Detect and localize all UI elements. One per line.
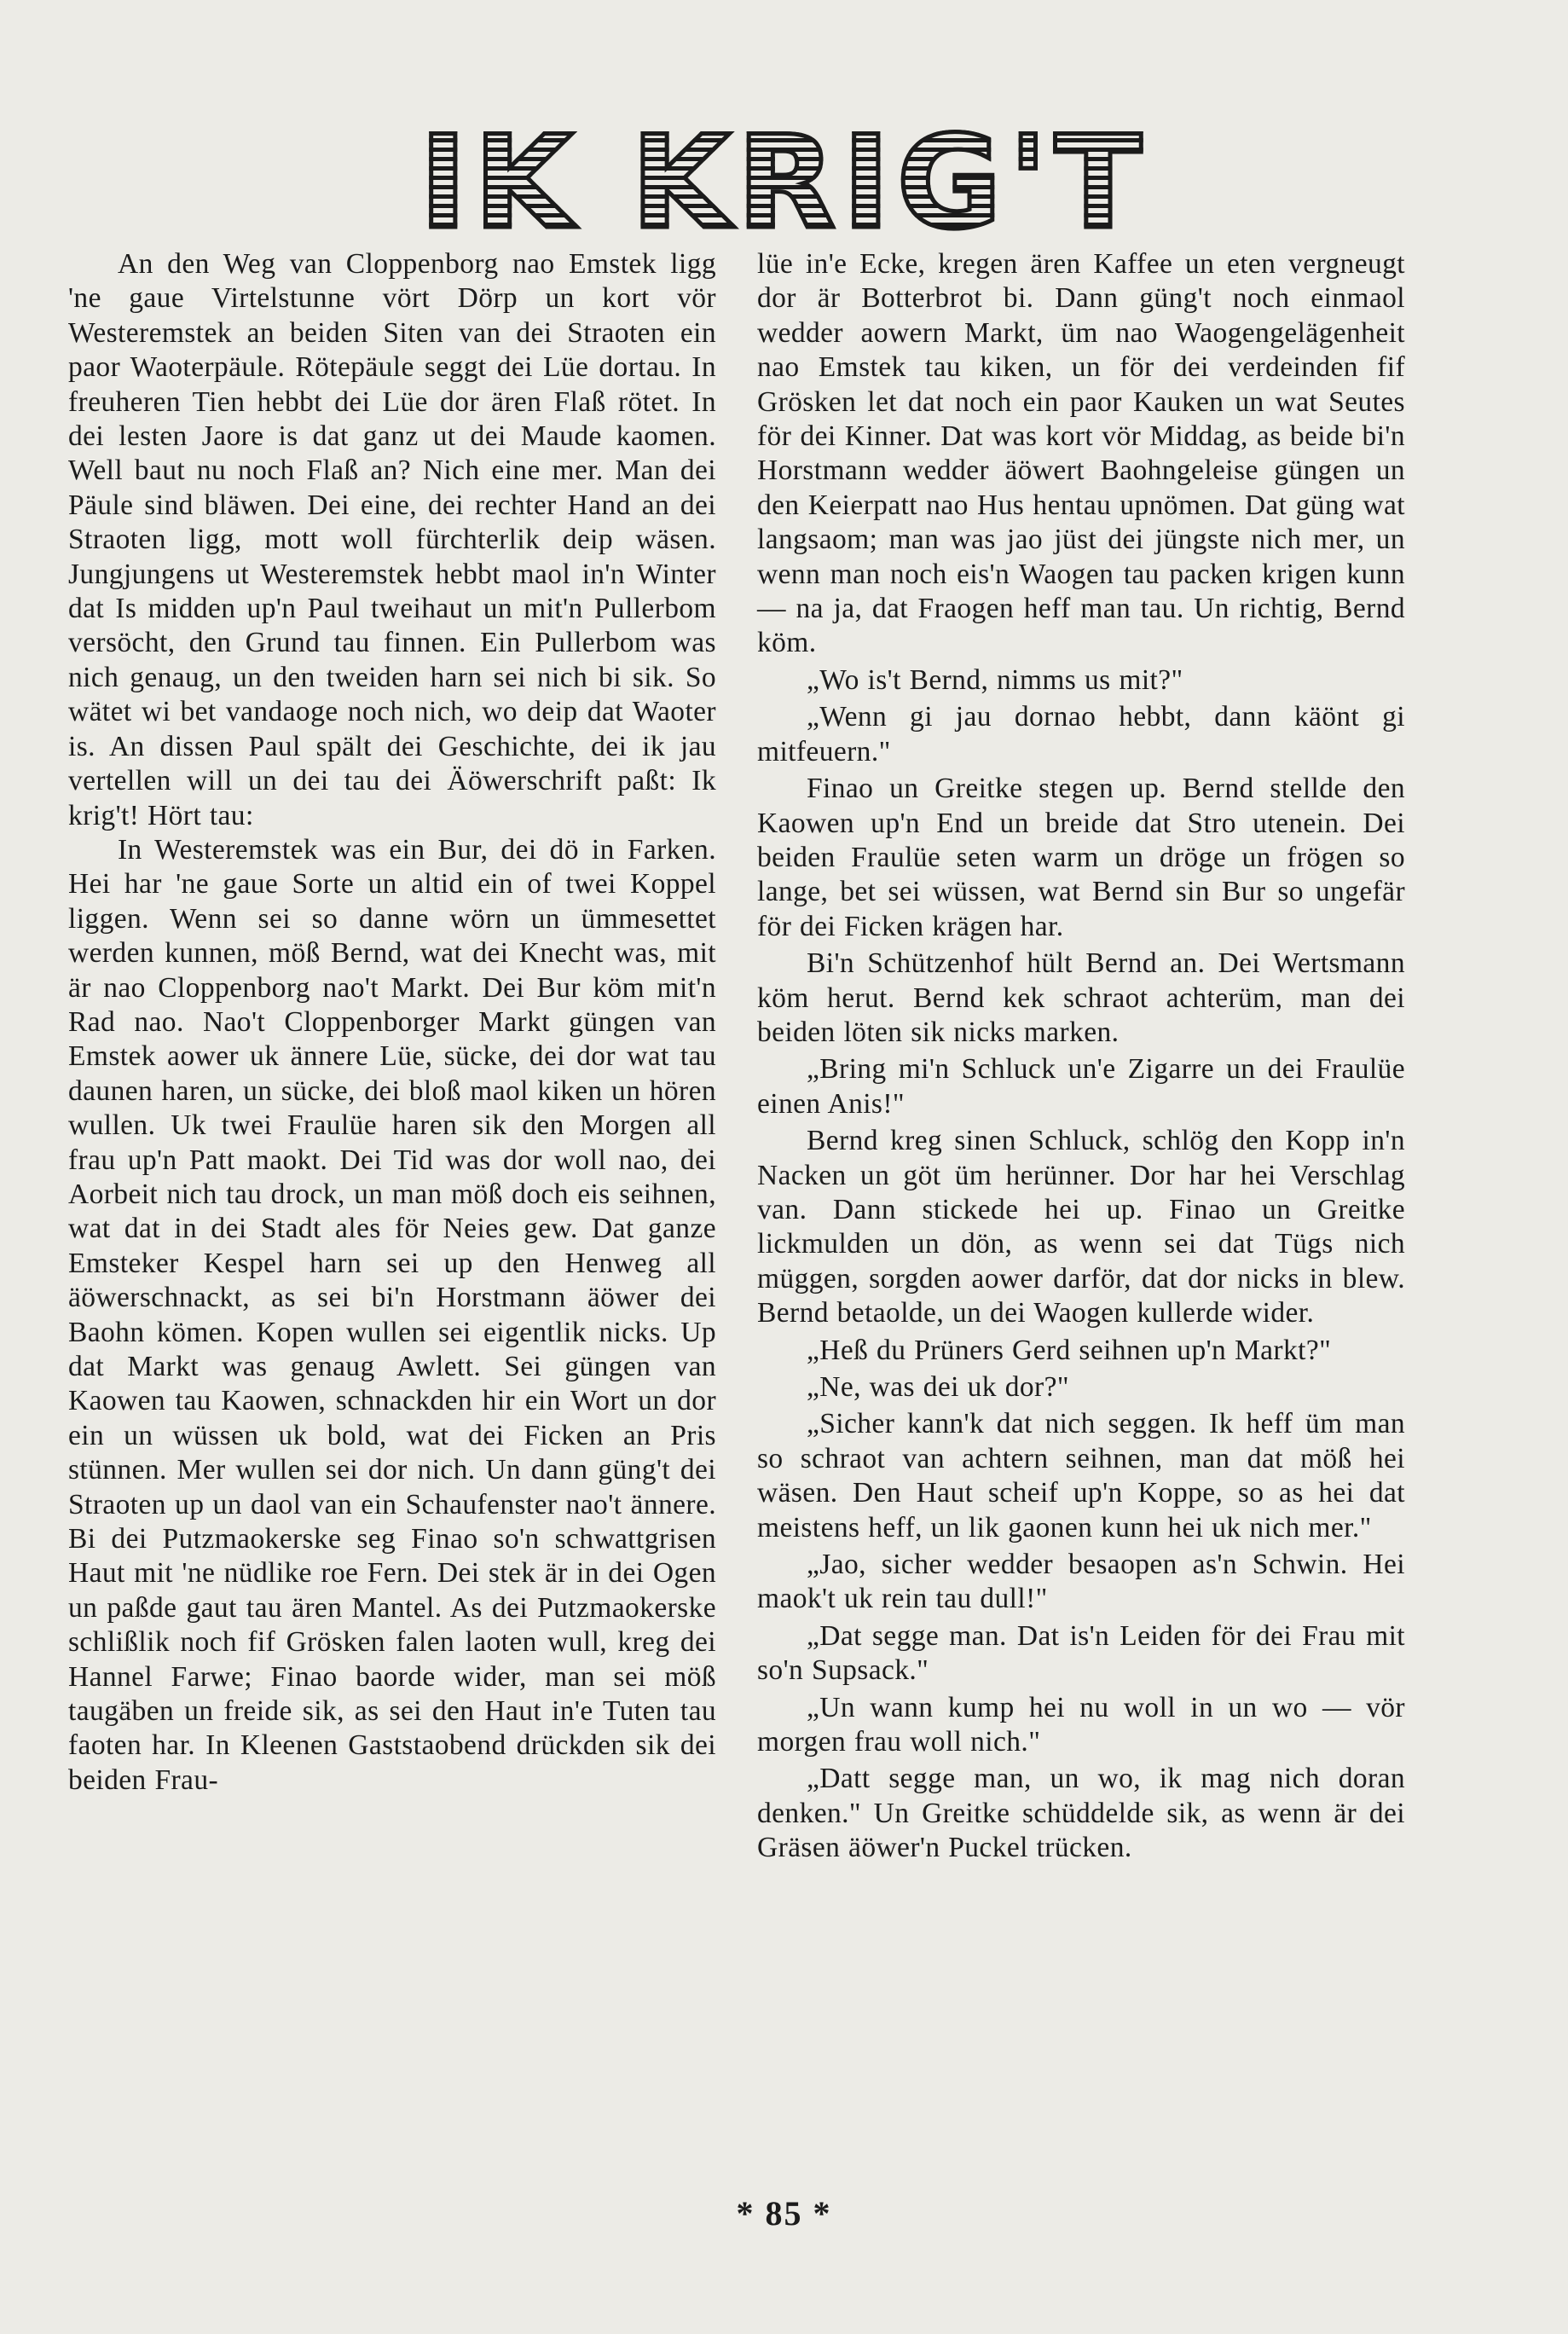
dialogue-line: „Heß du Prüners Gerd seihnen up'n Markt?"	[807, 1334, 1332, 1366]
dialogue-line: „Un wann kump hei nu woll in un wo — vör morgen frau woll nich."	[757, 1691, 1405, 1758]
dialogue-line: „Jao, sicher wedder besaopen as'n Schwin. Hei maok't uk rein tau dull!"	[757, 1549, 1405, 1615]
paragraph: Finao un Greitke stegen up. Bernd stellde den Kaowen up'n End un breide dat Stro utenein. Dei beiden Fraulüe seten warm un dröge un frögen so lange, bet sei wüssen, wat Bernd sin Bur so ungefär för dei Ficken krägen har.	[757, 773, 1405, 942]
dialogue-line: „Wenn gi jau dornao hebbt, dann käönt gi mitfeuern."	[757, 701, 1405, 767]
page-number: * 85 *	[736, 2194, 832, 2233]
dialogue-line: „Datt segge man, un wo, ik mag nich doran denken." Un Greitke schüddelde sik, as wenn är dei Gräsen äöwer'n Puckel trücken.	[757, 1763, 1405, 1864]
dialogue-line: „Wo is't Bernd, nimms us mit?"	[807, 663, 1183, 696]
right-text-column	[757, 247, 1405, 1866]
paragraph: Bi'n Schützenhof hült Bernd an. Dei Wertsmann köm herut. Bernd kek schraot achterüm, man dei beiden löten sik nicks marken.	[757, 947, 1405, 1048]
paragraph: An den Weg van Cloppenborg nao Emstek ligg 'ne gaue Virtelstunne vört Dörp un kort vör Westeremstek an beiden Siten van dei Straoten ein paor Waoterpäule. Rötepäule seggt dei Lüe dortau. In freuheren Tien hebbt dei Lüe dor ären Flaß rötet. In dei lesten Jaore is dat ganz ut dei Maude kaomen. Well baut nu noch Flaß an? Nich eine mer. Man dei Päule sind bläwen. Dei eine, dei rechter Hand an dei Straoten ligg, mott woll fürchterlik deip wäsen. Jungjungens ut Westeremstek hebbt maol in'n Winter dat Is midden up'n Paul tweihaut un mit'n Pullerbom versöcht, den Grund tau finnen. Ein Pullerbom was nich genaug, un den tweiden harn sei nich bi sik. So wätet wi bet vandaoge noch nich, wo deip dat Waoter is. An dissen Paul spält dei Geschichte, dei ik jau vertellen will un dei tau dei Äöwerschrift paßt: Ik krig't! Hört tau:	[68, 248, 716, 831]
dialogue-line: „Dat segge man. Dat is'n Leiden för dei Frau mit so'n Supsack."	[757, 1619, 1405, 1687]
dialogue-line: „Ne, was dei uk dor?"	[807, 1371, 1069, 1403]
story-title: IK KRIG'T	[0, 119, 1568, 247]
left-text-column	[68, 247, 716, 1798]
dialogue-line: „Bring mi'n Schluck un'e Zigarre un dei Fraulüe einen Anis!"	[757, 1053, 1405, 1120]
dialogue-line: „Sicher kann'k dat nich seggen. Ik heff üm man so schraot van achtern seihnen, man dat möß hei wäsen. Den Haut scheif up'n Koppe, so as hei dat meistens heff, un lik gaonen kunn hei uk nich mer."	[757, 1408, 1405, 1543]
paragraph: In Westeremstek was ein Bur, dei dö in Farken. Hei har 'ne gaue Sorte un altid ein of twei Koppel liggen. Wenn sei so danne wörn un ümmesettet werden kunnen, möß Bernd, wat dei Knecht was, mit är nao Cloppenborg nao't Markt. Dei Bur köm mit'n Rad nao. Nao't Cloppenborger Markt güngen van Emstek aower uk ännere Lüe, sücke, dei dor wat tau daunen haren, un sücke, dei bloß maol kiken un hören wullen. Uk twei Fraulüe haren sik den Morgen all frau up'n Patt maokt. Dei Tid was dor woll nao, dei Aorbeit nich tau drock, un man möß doch eis seihnen, wat dat in dei Stadt ales för Neies gew. Dat ganze Emsteker Kespel harn sei up den Henweg all äöwerschnackt, as sei bi'n Horstmann äöwer dei Baohn kömen. Kopen wullen sei eigentlik nicks. Up dat Markt was genaug Awlett. Sei güngen van Kaowen tau Kaowen, schnackden hir ein Wort un dor ein un wüssen uk bold, wat dei Ficken an Pris stünnen. Mer wullen sei dor nich. Un dann güng't dei Straoten up un daol van ein Schaufenster nao't ännere. Bi dei Putzmaokerske seg Finao so'n schwattgrisen Haut mit 'ne nüdlike roe Fern. Dei stek är in dei Ogen un paßde gaut tau ären Mantel. As dei Putzmaokerske schlißlik noch fif Grösken falen laoten wull, kreg dei Hannel Farwe; Finao baorde wider, man sei möß taugäben un freide sik, as sei den Haut in'e Tuten tau faoten har. In Kleenen Gaststaobend drückden sik dei beiden Frau-	[68, 833, 716, 1796]
paragraph: Bernd kreg sinen Schluck, schlög den Kopp in'n Nacken un göt üm herünner. Dor har hei Verschlag van. Dann stickede hei up. Finao un Greitke lickmulden un dön, as wenn sei dat Tügs nich müggen, sorgden aower darför, dat dor nicks in blew. Bernd betaolde, un dei Waogen kullerde wider.	[757, 1125, 1405, 1329]
paragraph-continued: lüe in'e Ecke, kregen ären Kaffee un eten vergneugt dor är Botterbrot bi. Dann güng't noch einmaol wedder aowern Markt, üm nao Waogengelägenheit nao Emstek tau kiken, un för dei verdeinden fif Grösken let dat noch ein paor Kauken un wat Seutes för dei Kinner. Dat was kort vör Middag, as beide bi'n Horstmann wedder äöwert Baohngeleise güngen un den Keierpatt nao Hus hentau upnömen. Dat güng wat langsaom; man was jao jüst dei jüngste nich mer, un wenn man noch eis'n Waogen tau packen krigen kunn — na ja, dat Fraogen heff man tau. Un richtig, Bernd köm.	[757, 248, 1405, 659]
